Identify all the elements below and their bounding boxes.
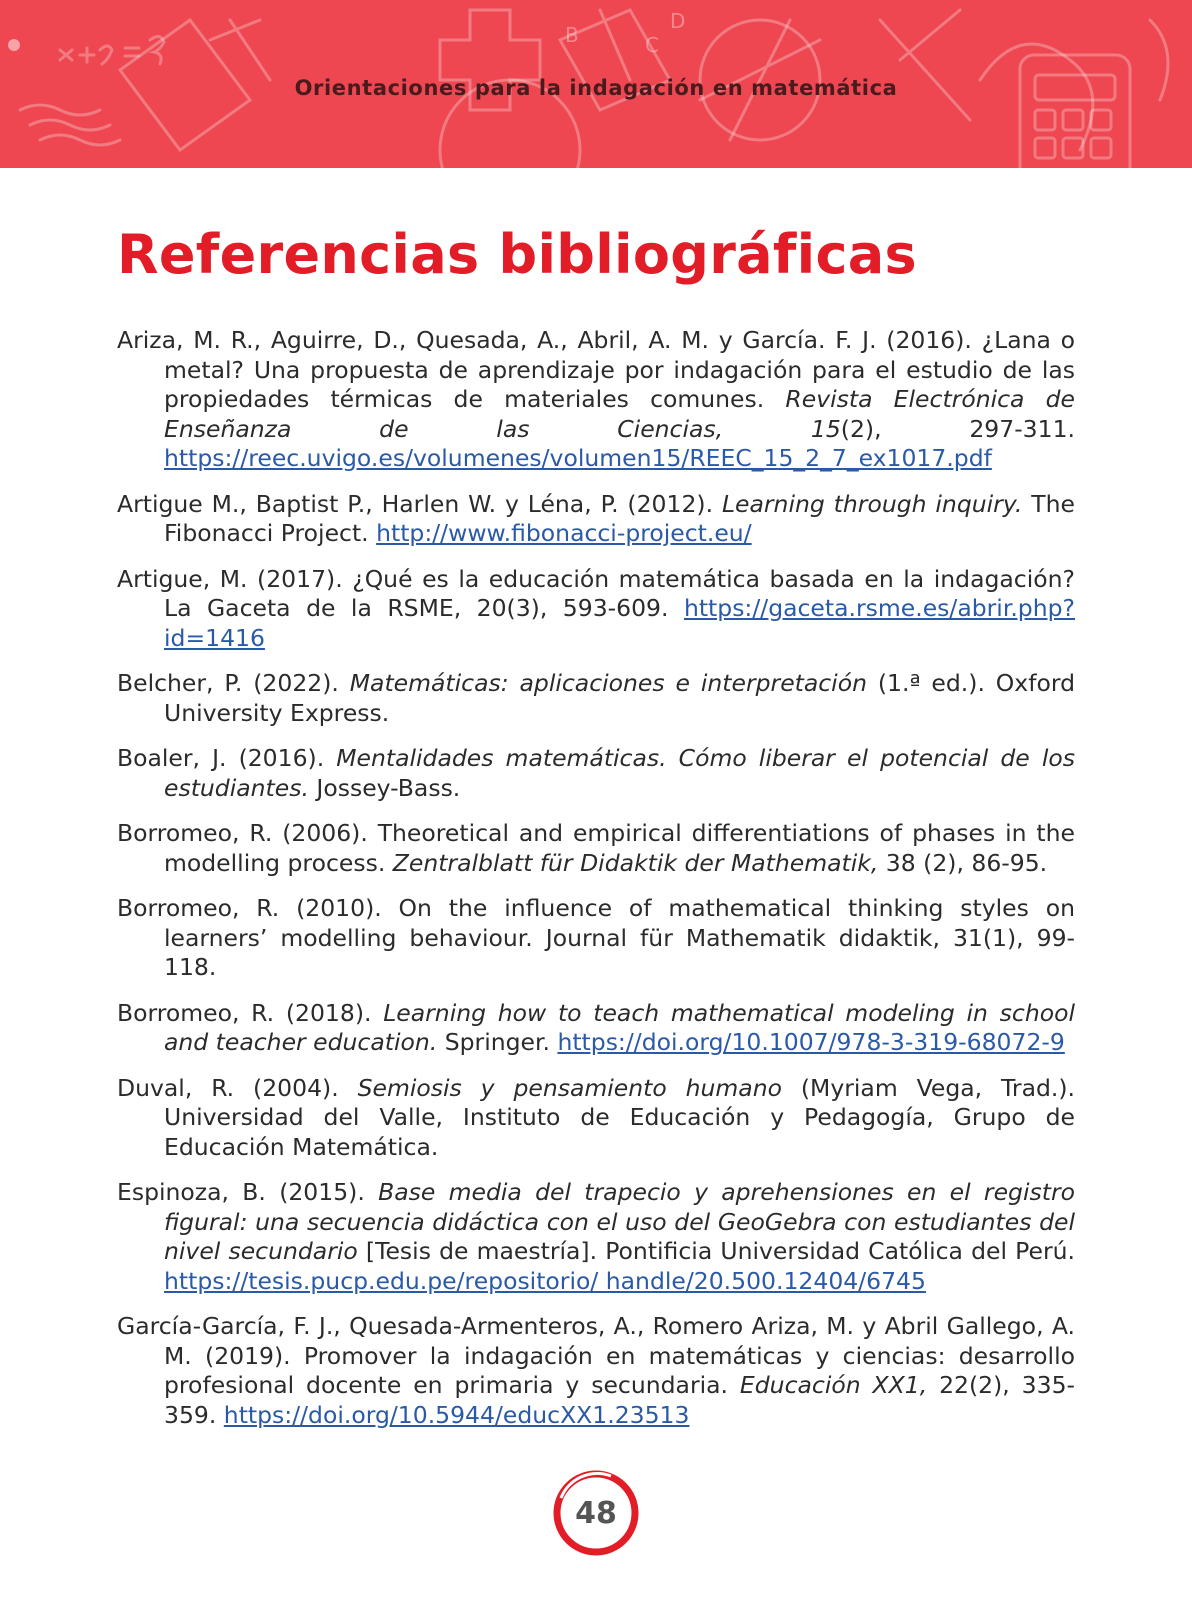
reference-link[interactable]: http://www.fibonacci-project.eu/	[376, 519, 752, 547]
reference-link[interactable]: https://reec.uvigo.es/volumenes/volumen15/REEC_15_2_7_ex1017.pdf	[164, 444, 992, 472]
reference-item: Borromeo, R. (2006). Theoretical and empirical differentiations of phases in the modelling process. Zentralblatt für Didaktik der Mathematik, 38 (2), 86-95.	[117, 819, 1075, 877]
reference-link[interactable]: https://doi.org/10.1007/978-3-319-68072-9	[557, 1028, 1065, 1056]
reference-item: Borromeo, R. (2010). On the influence of mathematical thinking styles on learners’ modelling behaviour. Journal für Mathematik didaktik, 31(1), 99-118.	[117, 894, 1075, 981]
svg-text:D: D	[670, 9, 686, 33]
svg-text:B: B	[565, 23, 579, 47]
reference-link[interactable]: https://gaceta.rsme.es/abrir.php?id=1416	[164, 594, 1075, 652]
reference-link[interactable]: https://doi.org/10.5944/educXX1.23513	[223, 1400, 690, 1429]
reference-item: Boaler, J. (2016). Mentalidades matemáticas. Cómo liberar el potencial de los estudiantes. Jossey-Bass.	[117, 744, 1075, 802]
page-number: 48	[575, 1496, 617, 1531]
page-header	[0, 0, 1192, 168]
reference-list	[117, 326, 1075, 1446]
page-title: Referencias bibliográficas	[117, 223, 917, 286]
reference-item: Borromeo, R. (2018). Learning how to teach mathematical modeling in school and teacher education. Springer. https://doi.org/10.1007/978-3-319-68072-9	[117, 998, 1076, 1056]
reference-item: Artigue M., Baptist P., Harlen W. y Léna, P. (2012). Learning through inquiry. The Fibonacci Project. http://www.fibonacci-project.eu/	[117, 489, 1075, 547]
reference-item: Duval, R. (2004). Semiosis y pensamiento humano (Myriam Vega, Trad.). Universidad del Valle, Instituto de Educación y Pedagogía, Grupo de Educación Matemática.	[117, 1073, 1075, 1161]
reference-item: García-García, F. J., Quesada-Armenteros, A., Romero Ariza, M. y Abril Gallego, A. M. (2019). Promover la indagación en matemáticas y ciencias: desarrollo profesional docente en primaria y secundaria. Educación XX1, 22(2), 335-359. https://doi.org/10.5944/educXX1.23513	[117, 1312, 1075, 1429]
reference-item: Espinoza, B. (2015). Base media del trapecio y aprehensiones en el registro figural: una secuencia didáctica con el uso del GeoGebra con estudiantes del nivel secundario [Tesis de maestría]. Pontificia Universidad Católica del Perú. https://tesis.pucp.edu.pe/repositorio/ handle/20.500.12404/6745	[117, 1178, 1075, 1295]
svg-text:C: C	[645, 33, 659, 57]
reference-link[interactable]: https://tesis.pucp.edu.pe/repositorio/ handle/20.500.12404/6745	[164, 1266, 926, 1295]
page-number-badge	[551, 1468, 641, 1558]
reference-item: Artigue, M. (2017). ¿Qué es la educación matemática basada en la indagación? La Gaceta de la RSME, 20(3), 593-609. https://gaceta.rsme.es/abrir.php?id=1416	[117, 564, 1075, 652]
reference-item: Ariza, M. R., Aguirre, D., Quesada, A., Abril, A. M. y García. F. J. (2016). ¿Lana o metal? Una propuesta de aprendizaje por indagación para el estudio de las propiedades térmicas de materiales comunes. Revista Electrónica de Enseñanza de las Ciencias, 15(2), 297-311. https://reec.uvigo.es/volumenes/volumen15/REEC_15_2_7_ex1017.pdf	[117, 326, 1075, 472]
reference-item: Belcher, P. (2022). Matemáticas: aplicaciones e interpretación (1.ª ed.). Oxford University Express.	[117, 669, 1076, 727]
header-title: Orientaciones para la indagación en matemática	[294, 76, 898, 100]
